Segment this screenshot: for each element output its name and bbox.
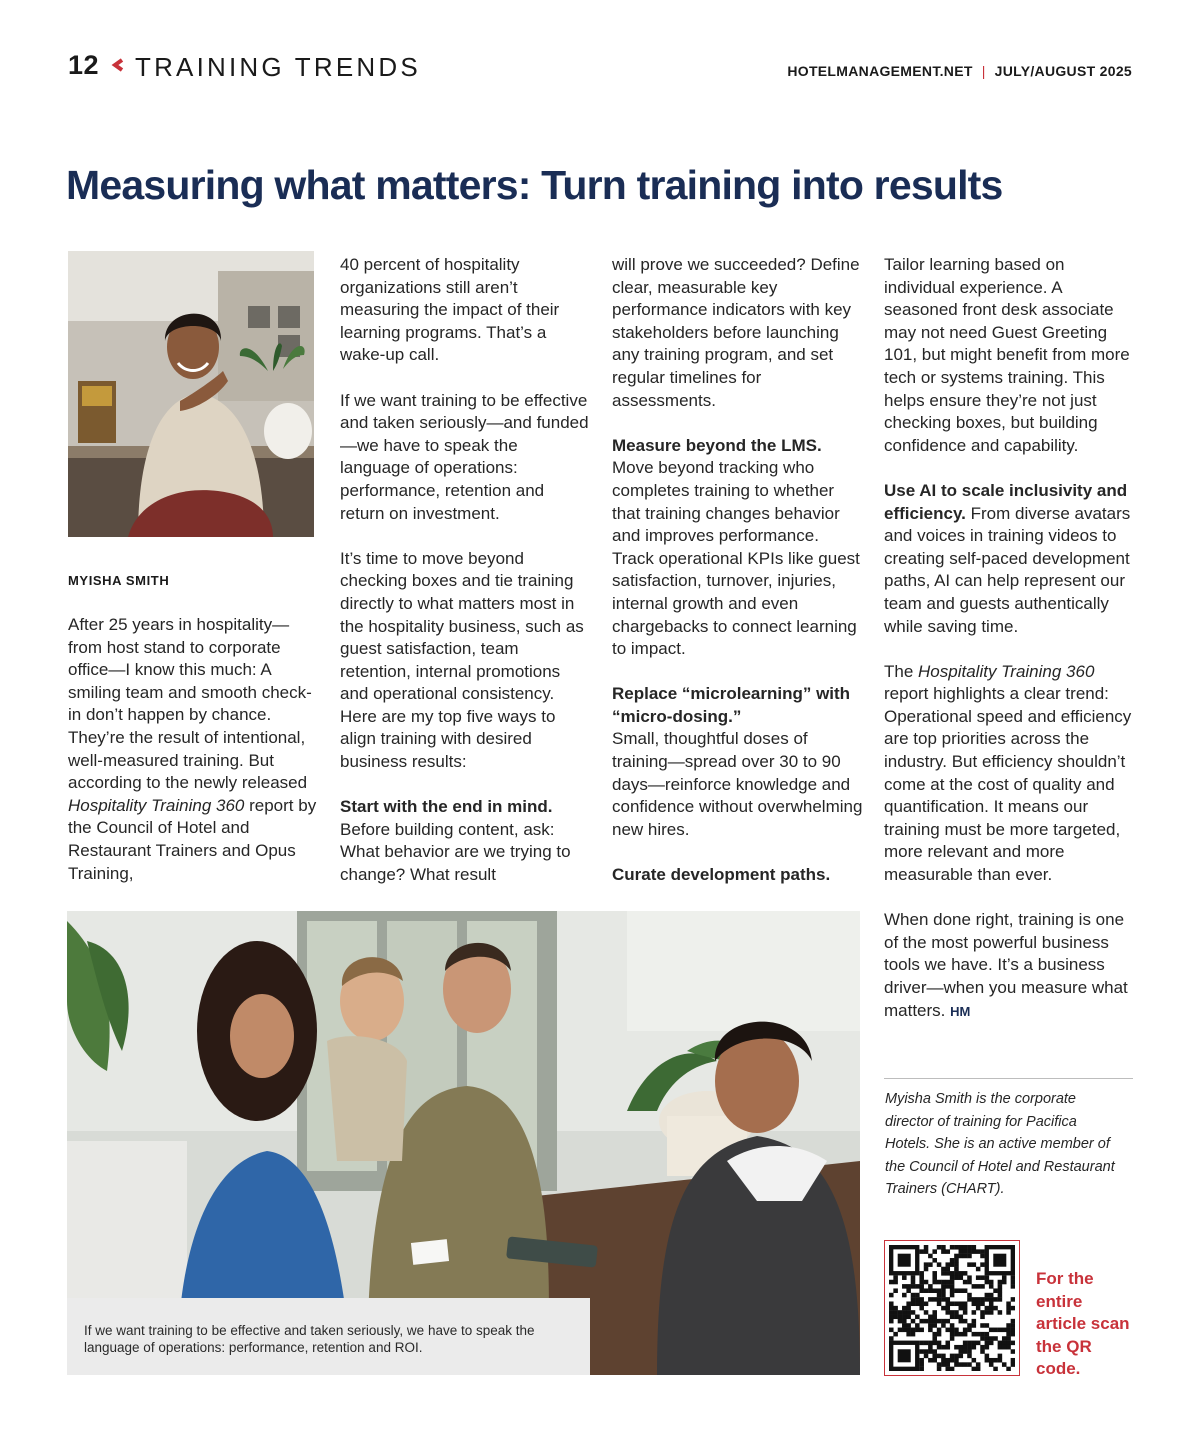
paragraph: If we want training to be effective and taken seriously—and funded—we have to speak the language of operations: performance, retention and return on investment. — [340, 390, 589, 523]
article-column-4 — [884, 254, 1136, 1023]
closing-paragraph: When done right, training is one of the most powerful business tools we have. It’s a business driver—when you measure what matters. HM — [884, 910, 1128, 1020]
article-headline: Measuring what matters: Turn training into results — [66, 162, 1003, 208]
article-column-2 — [340, 254, 592, 887]
author-photo — [68, 251, 314, 537]
article-column-1 — [68, 614, 320, 885]
qr-call-to-action: For the entire article scan the QR code. — [1036, 1269, 1130, 1379]
paragraph: 40 percent of hospitality organizations still aren’t measuring the impact of their learning programs. That’s a wake-up call. — [340, 255, 560, 365]
report-title: Hospitality Training 360 — [68, 795, 245, 815]
paragraph: It’s time to move beyond checking boxes and tie training directly to what matters most in the hospitality business, such as guest satisfaction, team retention, internal promotions and operational consistency. Here are my top five ways to align training with desired business results: — [340, 548, 584, 772]
qr-code[interactable] — [884, 1240, 1020, 1376]
tip-3: Replace “microlearning” with “micro-dosing.” Small, thoughtful doses of training—spread over 30 to 90 days—reinforce knowledge and confidence without overwhelming new hires. — [612, 684, 863, 839]
end-mark: HM — [950, 1003, 971, 1019]
tip-heading: Start with the end in mind. — [340, 797, 553, 817]
intro-paragraph: After 25 years in hospitality—from host stand to corporate office—I know this much: A smiling team and smooth check-in don’t happen by chance. They’re the result of intentional, well-measured training. But according to the newly released Hospitality Training 360 report by the Council of Hotel and Restaurant Trainers and Opus Training, — [68, 615, 317, 883]
publication-info — [787, 63, 1132, 79]
tip-5: Use AI to scale inclusivity and efficiency. From diverse avatars and voices in training videos to creating self-paced development paths, AI can help represent our team and guests authentically while saving time. — [884, 480, 1131, 636]
divider — [884, 1078, 1133, 1079]
report-title: Hospitality Training 360 — [918, 661, 1095, 681]
divider: | — [981, 63, 986, 79]
chevron-left-icon — [110, 55, 126, 75]
photo-caption: If we want training to be effective and taken seriously, we have to speak the language of operations: performance, retention and ROI. — [67, 1298, 590, 1375]
tip-heading: Use AI to scale inclusivity and efficiency. — [884, 480, 1128, 523]
tip-heading: Replace “microlearning” with “micro-dosing.” — [612, 684, 851, 726]
author-byline: MYISHA SMITH — [68, 573, 170, 588]
paragraph: Tailor learning based on individual experience. A seasoned front desk associate may not need Guest Greeting 101, but might benefit from more tech or systems training. This helps ensure they’re not just checking boxes, but building confidence and capability. — [884, 255, 1130, 455]
tip-2: Measure beyond the LMS. Move beyond tracking who completes training to whether that training changes behavior and improves performance. Track operational KPIs like guest satisfaction, turnover, injuries, internal growth and even chargebacks to connect learning to impact. — [612, 435, 860, 659]
paragraph: The Hospitality Training 360 report highlights a clear trend: Operational speed and efficiency are top priorities across the industry. But efficiency shouldn’t come at the cost of quality and quantification. It means our training must be more targeted, more relevant and more measurable than ever. — [884, 661, 1132, 885]
tip-heading: Measure beyond the LMS. — [612, 435, 822, 455]
site-name: HOTELMANAGEMENT.NET — [787, 63, 973, 79]
issue-date: JULY/AUGUST 2025 — [994, 63, 1132, 79]
paragraph: will prove we succeeded? Define clear, measurable key performance indicators with key stakeholders before launching any training program, and set regular timelines for assessments. — [612, 255, 860, 410]
section-title: TRAINING TRENDS — [135, 52, 421, 82]
author-bio: Myisha Smith is the corporate director of training for Pacifica Hotels. She is an active member of the Council of Hotel and Restaurant Trainers (CHART). — [885, 1091, 1115, 1198]
tip-4 — [612, 864, 864, 887]
tip-heading: Curate development paths. — [612, 865, 831, 885]
qr-code-icon — [889, 1245, 1015, 1371]
page-number: 12 — [68, 50, 100, 80]
tip-1: Start with the end in mind. Before building content, ask: What behavior are we trying to change? What result — [340, 797, 571, 885]
article-column-3 — [612, 254, 864, 887]
